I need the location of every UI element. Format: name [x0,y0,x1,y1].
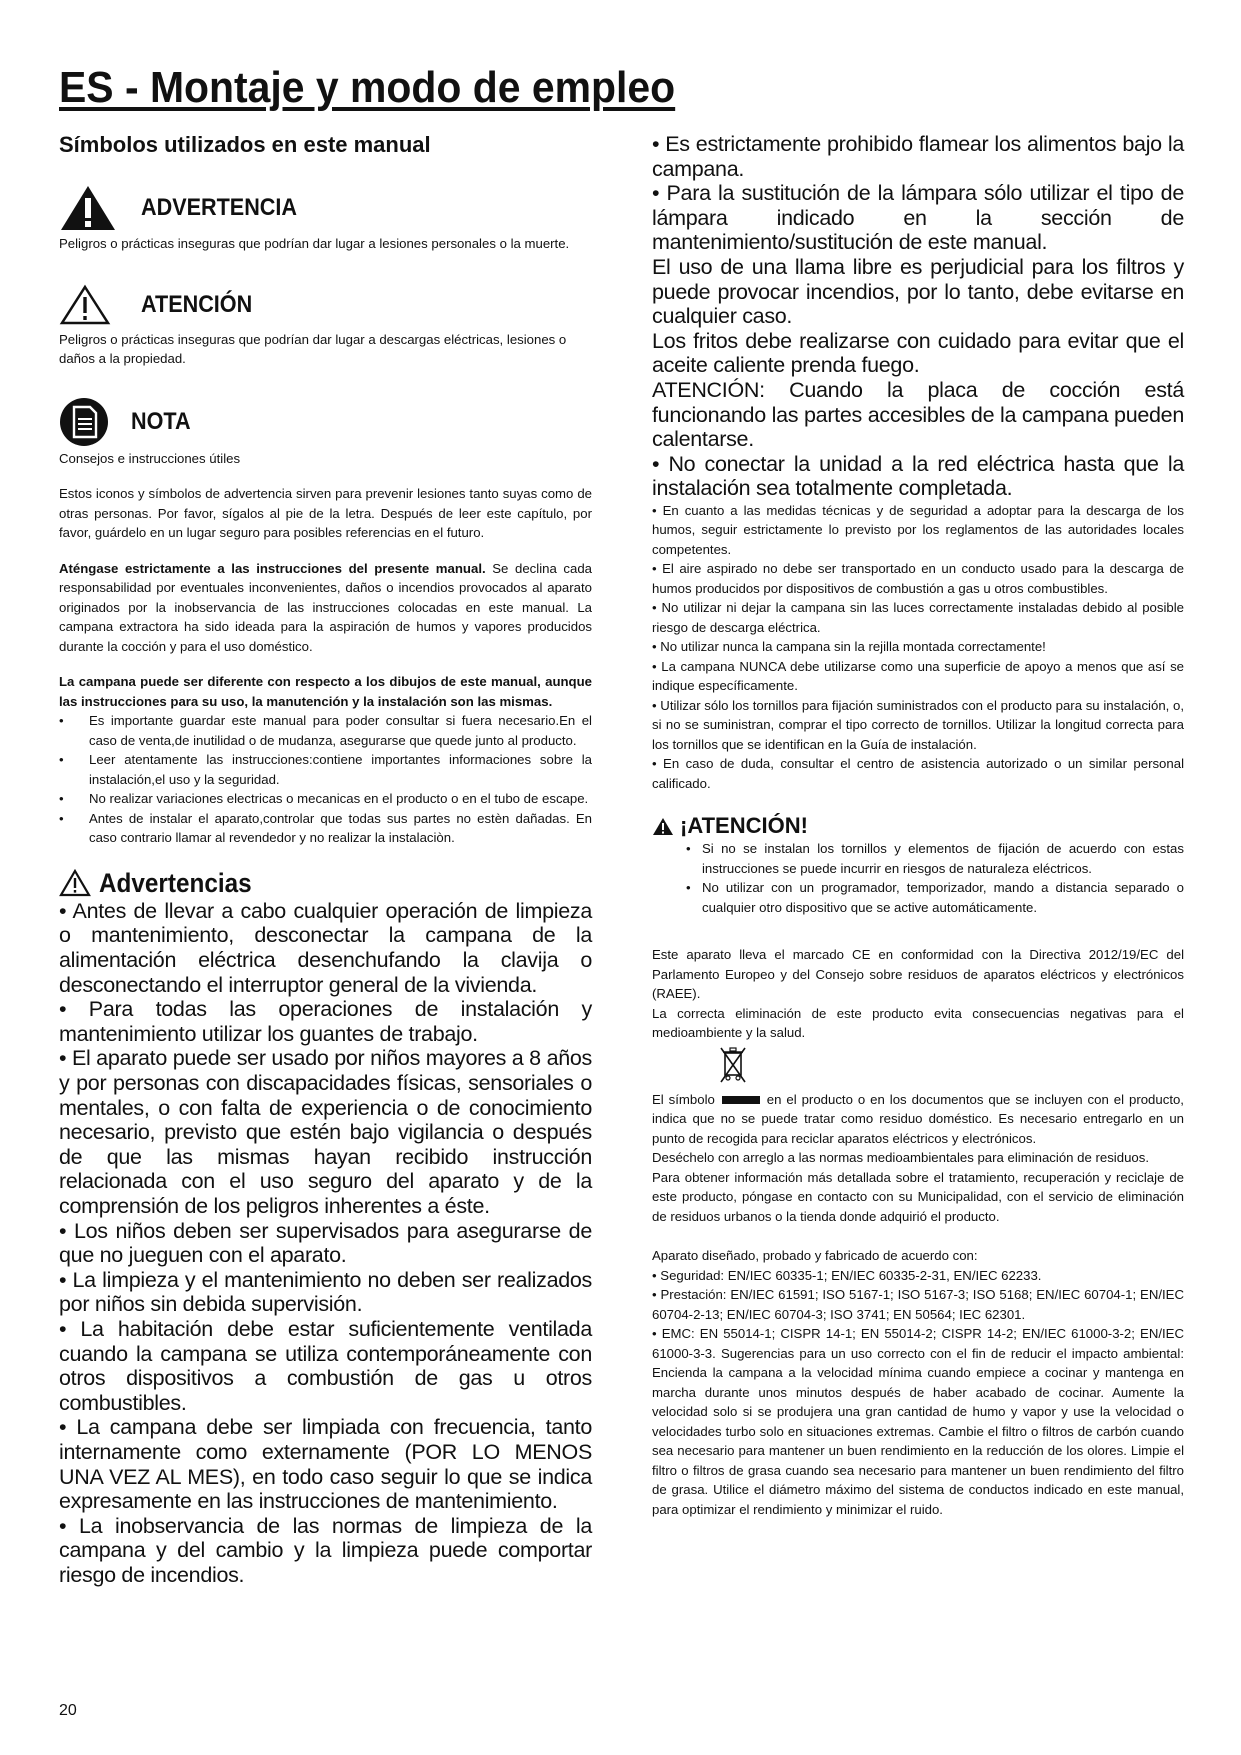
atencion-header [59,284,592,326]
warning-outline-icon [59,869,91,897]
deseche-paragraph: Deséchelo con arreglo a las normas medioambientales para eliminación de residuos. [652,1150,1149,1166]
warning-paragraph: • Para la sustitución de la lámpara sólo utilizar el tipo de lámpara indicado en la sección de mantenimiento/sustitución de este manual. [652,181,1184,255]
warning-paragraph: Los fritos debe realizarse con cuidado para evitar que el aceite caliente prenda fuego. [652,328,1184,378]
atencion2-label: ¡ATENCIÓN! [680,813,808,839]
weee-bar-icon [722,1096,760,1104]
crossed-bin-icon [718,1045,748,1085]
left-column [59,132,592,1588]
atencion-label: ATENCIÓN [141,290,253,318]
list-item: • Antes de instalar el aparato,controlar que todas sus partes no estèn dañadas. En caso contrario llamar al revendedor y no realizar la instalaciòn. [59,809,592,848]
right-column [652,132,1184,1519]
advertencia-paragraph: • La habitación debe estar suficientemente ventilada cuando la campana se utiliza contemporáneamente con otros dispositivos a combustión de gas u otros combustibles. [59,1316,592,1415]
advertencia-paragraph: • El aparato puede ser usado por niños mayores a 8 años y por personas con discapacidades físicas, sensoriales o mentales, o con falta de experiencia o de conocimiento necesario, previsto que estén bajo vigilancia o después de que las mismas hayan recibido instrucción relacionada con el uso seguro del aparato y de la comprensión de los peligros inherentes a éste. [59,1046,592,1219]
warning-small-paragraph: • La campana NUNCA debe utilizarse como una superficie de apoyo a menos que así se indique específicamente. [652,658,1184,694]
emc-paragraph: • EMC: EN 55014-1; CISPR 14-1; EN 55014-2; CISPR 14-2; EN/IEC 61000-3-2; EN/IEC 61000-3-3. Sugerencias para un uso correcto con el fin de reducir el impacto ambiental: Encienda la campana a la velocidad mínima cuando empiece a cocinar y mantenga en marcha durante unos minutos después de haber acabado de cocinar. Aumente la velocidad solo si se produjera una gran cantidad de humo y vapor y use la velocidad o velocidades turbo solo en situaciones extremas. Cambie el filtro o filtros de carbón cuando sea necesario para mantener un buen rendimiento en la reducción de los olores. Limpie el filtro o filtros de grasa cuando sea necesario para mantener un buen rendimiento del filtro de grasa. Utilice el diámetro máximo del sistema de conductos indicado en este manual, para optimizar el rendimiento y minimizar el ruido. [652,1326,1184,1517]
page-number: 20 [59,1702,77,1719]
warning-paragraph: El uso de una llama libre es perjudicial para los filtros y puede provocar incendios, por lo tanto, debe evitarse en cualquier caso. [652,254,1184,329]
warning-small-paragraph: • Utilizar sólo los tornillos para fijación suministrados con el producto para su instalación, o, si no se suministran, comprar el tipo correcto de tornillos. Utilizar la longitud correcta para los tornillos que se identifican en la Guía de instalación. [652,697,1184,752]
obtener-paragraph: Para obtener información más detallada sobre el tratamiento, recuperación y reciclaje de este producto, póngase en contacto con su Municipalidad, con el servicio de eliminación de residuos urbanos o la tienda donde adquirió el producto. [652,1169,1184,1224]
advertencia-header [59,184,592,232]
big-warnings [652,132,1184,501]
warning-paragraph: • No conectar la unidad a la red eléctrica hasta que la instalación sea totalmente completada. [652,451,1184,501]
advertencias-list [59,899,592,1588]
list-item: • Si no se instalan los tornillos y elementos de fijación de acuerdo con estas instrucciones se puede incurrir en riesgos de naturaleza eléctricos. [686,839,1184,878]
small-warnings [652,501,1184,794]
warning-small-paragraph: • En cuanto a las medidas técnicas y de seguridad a adoptar para la descarga de los humos, seguir estrictamente lo previsto por los reglamentos de las autoridades locales competentes. [652,502,1184,557]
warning-filled-icon [59,184,117,232]
warning-paragraph: ATENCIÓN: Cuando la placa de cocción está funcionando las partes accesibles de la campana pueden calentarse. [652,377,1184,452]
prestacion-paragraph: • Prestación: EN/IEC 61591; ISO 5167-1; ISO 5167-3; ISO 5168; EN/IEC 60704-1; EN/IEC 60704-2-13; EN/IEC 60704-3; ISO 3741; EN 50564; IEC 62301. [652,1287,1184,1322]
advertencia-paragraph: • Para todas las operaciones de instalación y mantenimiento utilizar los guantes de trabajo. [59,997,592,1046]
campana-diferente-paragraph: La campana puede ser diferente con respecto a los dibujos de este manual, aunque las instrucciones para su uso, la manutención y la instalación son las mismas. [59,674,592,709]
warning-outline-icon [59,284,111,326]
list-item: • No realizar variaciones electricas o mecanicas en el producto o en el tubo de escape. [59,789,592,809]
page-title: ES - Montaje y modo de empleo [59,63,676,112]
simbolo-rest: en el producto o en los documentos que se incluyen con el producto, indica que no se puede tratar como residuo doméstico. Es necesario entregarlo en un punto de recogida para reciclar aparatos eléctricos y electrónicos. [652,1091,1184,1146]
intro-paragraph: Estos iconos y símbolos de advertencia sirven para prevenir lesiones tanto suyas como de otras personas. Por favor, sígalos al pie de la letra. Después de leer este capítulo, por favor, guárdelo en un lugar seguro para posibles referencias en el futuro. [59,486,592,541]
warning-small-paragraph: • El aire aspirado no debe ser transportado en un conducto usado para la descarga de humos producidos por dispositivos de combustión a gas u otros combustibles. [652,561,1184,596]
nota-header [59,397,592,447]
atencion2-bullets [652,839,1184,917]
ce-paragraph: Este aparato lleva el marcado CE en conformidad con la Directiva 2012/19/EC del Parlamento Europeo y del Consejo sobre residuos de aparatos eléctricos y electrónicos (RAEE). [652,947,1184,1002]
atengase-bold: Aténgase estrictamente a las instrucciones del presente manual. [59,560,486,576]
simbolo-start: El símbolo [652,1091,715,1107]
general-bullets [59,711,592,848]
simbolo-paragraph [652,1090,1184,1149]
eliminacion-paragraph: La correcta eliminación de este producto evita consecuencias negativas para el medioambiente y la salud. [652,1005,1184,1041]
warning-small-paragraph: • No utilizar ni dejar la campana sin las luces correctamente instaladas debido al posible riesgo de descarga eléctrica. [652,600,1184,635]
advertencia-paragraph: • La inobservancia de las normas de limpieza de la campana y del cambio y la limpieza puede comportar riesgo de incendios. [59,1513,592,1587]
advertencia-paragraph: • La limpieza y el mantenimiento no deben ser realizados por niños sin debida supervisión. [59,1267,592,1317]
weee-symbol-wrap [652,1045,1184,1090]
nota-label: NOTA [131,407,191,435]
list-item: • No utilizar con un programador, temporizador, mando a distancia separado o cualquier otro dispositivo que se active automáticamente. [686,878,1184,917]
advertencia-label: ADVERTENCIA [141,194,298,222]
diseno-paragraph: Aparato diseñado, probado y fabricado de acuerdo con: [652,1248,978,1264]
advertencias-header [59,868,592,899]
seguridad-paragraph: • Seguridad: EN/IEC 60335-1; EN/IEC 60335-2-31, EN/IEC 62233. [652,1267,1042,1283]
note-document-icon [59,397,109,447]
advertencia-paragraph: • La campana debe ser limpiada con frecuencia, tanto internamente como externamente (POR LO MENOS UNA VEZ AL MES), en todo caso seguir lo que se indica expresamente en las instrucciones de mantenimiento. [59,1415,592,1514]
advertencia-paragraph: • Los niños deben ser supervisados para asegurarse de que no jueguen con el aparato. [59,1218,592,1268]
warning-small-paragraph: • No utilizar nunca la campana sin la rejilla montada correctamente! [652,639,1046,655]
atengase-paragraph [59,559,592,657]
nota-text: Consejos e instrucciones útiles [59,450,241,466]
atencion2-header [652,813,1184,839]
warning-small-paragraph: • En caso de duda, consultar el centro de asistencia autorizado o un similar personal calificado. [652,756,1184,791]
symbols-subtitle: Símbolos utilizados en este manual [59,132,431,157]
advertencia-text: Peligros o prácticas inseguras que podrían dar lugar a lesiones personales o la muerte. [59,236,570,252]
list-item: • Es importante guardar este manual para poder consultar si fuera necesario.En el caso de venta,de inutilidad o de mudanza, asegurarse que quede junto al producto. [59,711,592,750]
advertencias-label: Advertencias [99,867,252,898]
list-item: • Leer atentamente las instrucciones:contiene importantes informaciones sobre la instalación,el uso y la seguridad. [59,750,592,789]
warning-filled-icon [652,817,674,836]
atengase-rest: Se declina cada responsabilidad por eventuales inconvenientes, daños o incendios provocados al aparato originados por la inobservancia de las instrucciones colocadas en este manual. La campana extractora ha sido ideada para la aspiración de humos y vapores producidos durante la cocción y para el uso doméstico. [59,560,592,654]
advertencia-paragraph: • Antes de llevar a cabo cualquier operación de limpieza o mantenimiento, desconectar la campana de la alimentación eléctrica desenchufando la clavija o desconectando el interruptor general de la vivienda. [59,898,592,997]
warning-paragraph: • Es estrictamente prohibido flamear los alimentos bajo la campana. [652,132,1184,181]
atencion-text: Peligros o prácticas inseguras que podrían dar lugar a descargas eléctricas, lesiones o daños a la propiedad. [59,331,567,367]
